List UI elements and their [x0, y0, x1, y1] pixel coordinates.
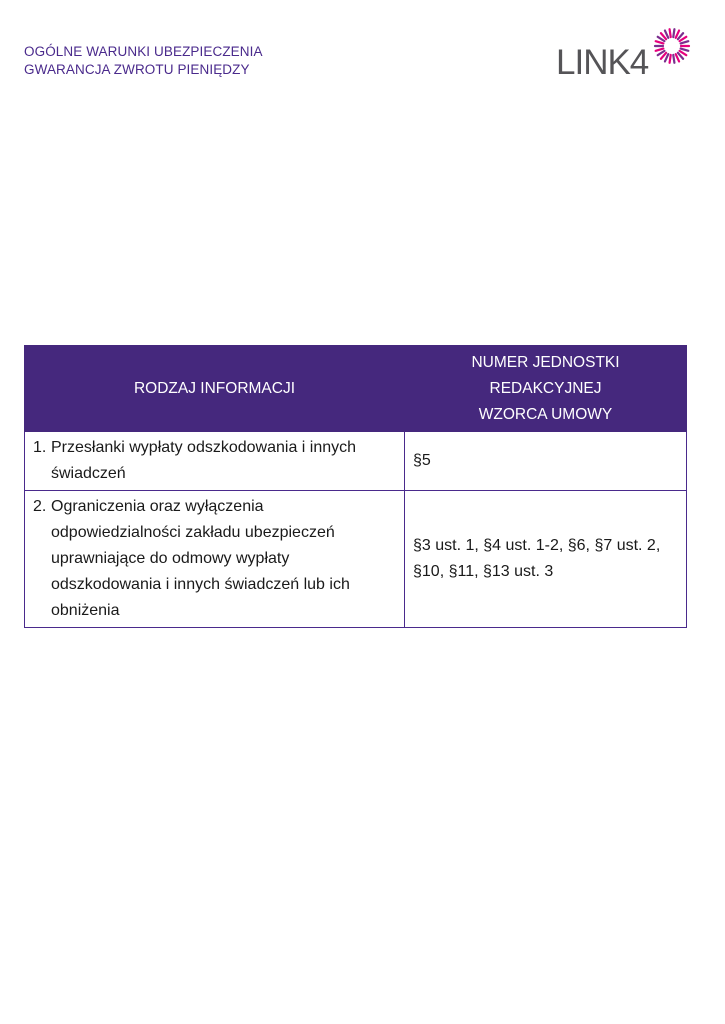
logo-ray [673, 55, 674, 63]
logo-ray [670, 55, 671, 63]
row-description-cell [25, 491, 405, 628]
logo-ray [665, 54, 668, 61]
information-table [24, 345, 687, 628]
sunburst-icon [652, 26, 692, 66]
logo-ray [676, 31, 679, 38]
row-description: Ograniczenia oraz wyłączenia odpowiedzialności zakładu ubezpieczeń uprawniające do odmowy wypłaty odszkodowania i innych świadczeń lub ich obniżenia [51, 498, 350, 619]
document-title-line-2: GWARANCJA ZWROTU PIENIĘDZY [24, 62, 250, 77]
table-row [25, 491, 687, 628]
logo-ray [681, 41, 689, 43]
header-line: REDAKCYJNEJ [489, 379, 602, 397]
table-header-row [25, 346, 687, 432]
document-title [24, 43, 263, 79]
row-reference: §3 ust. 1, §4 ust. 1-2, §6, §7 ust. 2, §10, §11, §13 ust. 3 [405, 491, 687, 628]
header-line: NUMER JEDNOSTKI [471, 353, 620, 371]
header-line: WZORCA UMOWY [478, 405, 613, 423]
row-description: Przesłanki wypłaty odszkodowania i innych świadczeń [51, 439, 357, 482]
logo-ray [670, 29, 671, 37]
logo-ray [673, 29, 674, 37]
logo-ray [676, 54, 679, 61]
logo-ray [656, 49, 664, 51]
header-cell-unit-number [405, 346, 687, 432]
table-row [25, 432, 687, 491]
link4-logo [556, 26, 691, 82]
logo-ray [665, 31, 668, 38]
row-number: 1. [33, 439, 47, 456]
row-number: 2. [33, 498, 47, 515]
logo-ray [656, 41, 664, 43]
row-reference: §5 [405, 432, 687, 491]
header-cell-information-type: RODZAJ INFORMACJI [25, 346, 405, 432]
document-title-line-1: OGÓLNE WARUNKI UBEZPIECZENIA [24, 44, 263, 59]
row-description-cell [25, 432, 405, 491]
logo-wordmark: LINK4 [556, 43, 649, 82]
logo-ray [681, 49, 689, 51]
